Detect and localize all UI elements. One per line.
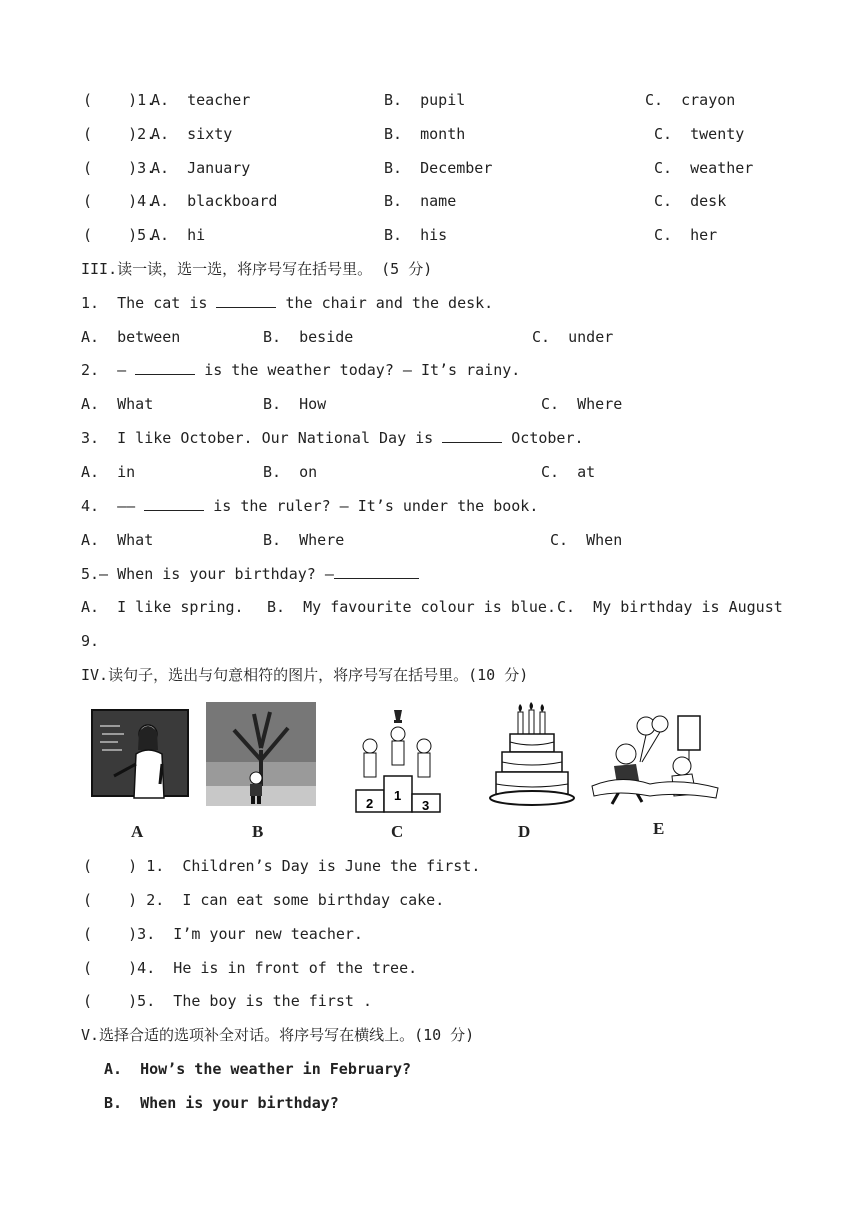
option-c: C. weather — [654, 159, 754, 177]
option-b: B. name — [384, 192, 457, 210]
q3-option-a: A. in — [81, 463, 136, 481]
answer-bracket: ( )3. — [83, 159, 156, 177]
question-5 — [81, 564, 419, 584]
option-b: B. month — [384, 125, 466, 143]
picture-label-a: A — [131, 822, 144, 841]
question-text: October. — [502, 429, 584, 447]
match-item-3: ( )3. I’m your new teacher. — [83, 925, 363, 943]
q4-option-b: B. Where — [263, 531, 345, 549]
birthday-cake-picture — [488, 702, 576, 808]
section-3-heading: III.读一读，选一选，将序号写在括号里。 (5 分) — [81, 260, 433, 278]
q4-option-c: C. When — [550, 531, 623, 549]
section-5-heading: V.选择合适的选项补全对话。将序号写在横线上。(10 分) — [81, 1026, 475, 1044]
answer-blank[interactable] — [442, 428, 502, 443]
question-text: 5.— When is your birthday? — — [81, 565, 334, 583]
question-text: 4. —— — [81, 497, 145, 515]
answer-blank[interactable] — [216, 293, 276, 308]
match-item-4: ( )4. He is in front of the tree. — [83, 959, 418, 977]
q2-option-b: B. How — [263, 395, 327, 413]
question-text: is the ruler? — It’s under the book. — [204, 497, 539, 515]
question-1 — [81, 293, 493, 313]
option-c: C. twenty — [654, 125, 745, 143]
dialogue-option-a: A. How’s the weather in February? — [104, 1060, 412, 1078]
option-b: B. his — [384, 226, 448, 244]
answer-bracket: ( )4. — [83, 192, 156, 210]
picture-label-c: C — [391, 822, 404, 841]
question-text: is the weather today? — It’s rainy. — [195, 361, 521, 379]
question-text: 2. — — [81, 361, 136, 379]
podium-third-number: 3 — [422, 798, 430, 813]
option-a: A. sixty — [151, 125, 233, 143]
q4-option-a: A. What — [81, 531, 154, 549]
answer-blank[interactable] — [334, 564, 419, 579]
question-text: 3. I like October. Our National Day is — [81, 429, 443, 447]
tree-boy-picture — [204, 700, 318, 808]
podium-second-number: 2 — [366, 796, 374, 811]
match-item-2: ( ) 2. I can eat some birthday cake. — [83, 891, 445, 909]
option-a: A. blackboard — [151, 192, 278, 210]
answer-blank[interactable] — [135, 360, 195, 375]
option-a: A. hi — [151, 226, 206, 244]
picture-label-e: E — [653, 819, 665, 838]
question-text: the chair and the desk. — [276, 294, 494, 312]
q1-option-b: B. beside — [263, 328, 354, 346]
question-text: 1. The cat is — [81, 294, 217, 312]
podium-first-number: 1 — [394, 788, 402, 803]
option-c: C. desk — [654, 192, 727, 210]
option-a: A. January — [151, 159, 251, 177]
answer-blank[interactable] — [144, 496, 204, 511]
q1-option-c: C. under — [532, 328, 614, 346]
option-b: B. December — [384, 159, 493, 177]
q2-option-a: A. What — [81, 395, 154, 413]
answer-bracket: ( )5. — [83, 226, 156, 244]
picture-label-b: B — [252, 822, 264, 841]
option-c: C. her — [654, 226, 718, 244]
podium-picture — [354, 708, 442, 814]
q5-option-c: C. My birthday is August — [557, 598, 783, 616]
section-4-heading: IV.读句子，选出与句意相符的图片，将序号写在括号里。(10 分) — [81, 666, 529, 684]
q1-option-a: A. between — [81, 328, 181, 346]
q5-option-b: B. My favourite colour is blue. — [267, 598, 556, 616]
dialogue-option-b: B. When is your birthday? — [104, 1094, 339, 1112]
match-item-1: ( ) 1. Children’s Day is June the first. — [83, 857, 481, 875]
question-2 — [81, 360, 520, 380]
answer-bracket: ( )2. — [83, 125, 156, 143]
option-b: B. pupil — [384, 91, 466, 109]
match-item-5: ( )5. The boy is the first . — [83, 992, 372, 1010]
q5-option-c-continued: 9. — [81, 632, 100, 650]
children-day-picture — [590, 712, 720, 810]
q3-option-c: C. at — [541, 463, 596, 481]
question-3 — [81, 428, 584, 448]
q2-option-c: C. Where — [541, 395, 623, 413]
q3-option-b: B. on — [263, 463, 318, 481]
answer-bracket: ( )1. — [83, 91, 156, 109]
option-c: C. crayon — [645, 91, 736, 109]
question-4 — [81, 496, 538, 516]
q5-option-a: A. I like spring. — [81, 598, 244, 616]
picture-label-d: D — [518, 822, 531, 841]
teacher-blackboard-picture — [90, 706, 192, 802]
option-a: A. teacher — [151, 91, 251, 109]
